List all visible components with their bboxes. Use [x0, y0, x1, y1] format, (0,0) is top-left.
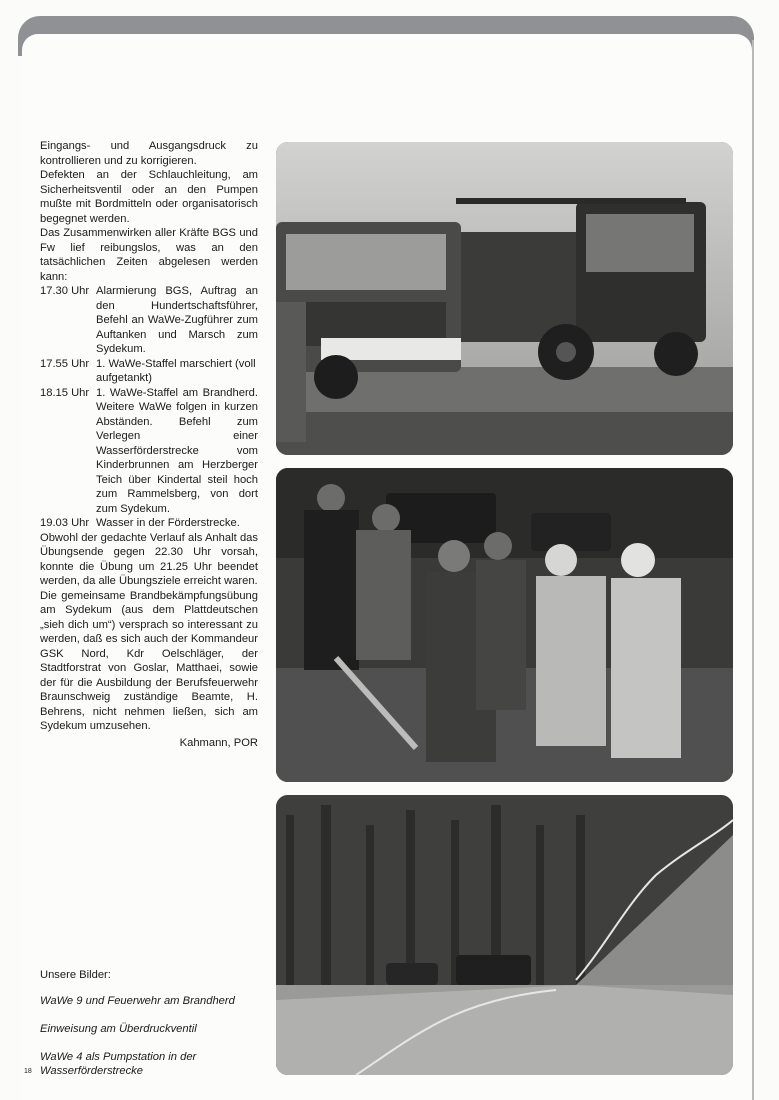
captions-heading: Unsere Bilder: — [40, 969, 111, 981]
paragraph-4: Obwohl der gedachte Verlauf als Anhalt das Übungsende gegen 22.30 Uhr vorsah, konnte die Übung um 21.25 Uhr beendet werden, da alle Übungsziele erreicht waren. — [40, 531, 258, 587]
paragraph-5: Die gemeinsame Brandbekämpfungsübung am Sydekum (aus dem Plattdeutschen „sieh dich um“) versprach so interessant zu werden, daß es sich auch der Kommandeur GSK Nord, Kdr Oelschläger, der Stadtforstrat von Goslar, Matthaei, sowie der für die Ausbildung der Berufsfeuerwehr Braunschweig zuständige Beamte, H. Behrens, nicht nehmen ließen, sich am Sydekum umzusehen. — [40, 589, 258, 732]
timeline-entry — [40, 386, 258, 517]
paragraph-1: Eingangs- und Ausgangsdruck zu kontrollieren und zu korrigieren. — [40, 140, 258, 167]
photo-pump-station — [276, 795, 733, 1075]
timeline-time: 18.15 Uhr — [40, 386, 90, 399]
author-signature: Kahmann, POR — [179, 736, 258, 749]
timeline-time: 17.30 Uhr — [40, 285, 90, 297]
paragraph-2: Defekten an der Schlauchleitung, am Sicherheitsventil oder an den Pumpen mußte mit Bordmitteln oder organisatorisch begegnet werden. — [40, 169, 258, 225]
caption-3: WaWe 4 als Pumpstation in der Wasserförderstrecke — [40, 1051, 197, 1077]
page-number: 18 — [24, 1068, 32, 1075]
paragraph-3: Das Zusammenwirken aller Kräfte BGS und Fw lief reibungslos, was an den tatsächlichen Zeiten abgelesen werden kann: — [40, 227, 258, 283]
photo-captions — [40, 968, 260, 1092]
timeline-time: 17.55 Uhr — [40, 357, 90, 370]
timeline-text: 1. WaWe-Staffel am Brandherd. Weitere WaWe folgen in kurzen Abständen. Befehl zum Verlegen einer Wasserförderstrecke vom Kinderbrunnen am Herzberger Teich über Kindertal steil hoch zum Rammelsberg, von dort zum Sydekum. — [96, 386, 258, 515]
timeline-entry — [40, 516, 258, 531]
right-margin-line — [752, 40, 754, 1100]
photo-briefing — [276, 468, 733, 782]
caption-1: WaWe 9 und Feuerwehr am Brandherd — [40, 995, 235, 1007]
article-column — [40, 139, 258, 750]
timeline-text: Wasser in der Förderstrecke. — [96, 517, 240, 529]
timeline-entry — [40, 284, 258, 357]
timeline-time: 19.03 Uhr — [40, 517, 90, 529]
photo-fire-trucks — [276, 142, 733, 455]
timeline-text: Alarmierung BGS, Auftrag an den Hundertschaftsführer, Befehl an WaWe-Zugführer zum Auftanken und Marsch zum Sydekum. — [96, 285, 258, 355]
timeline-text: 1. WaWe-Staffel marschiert (voll aufgetankt) — [96, 357, 256, 384]
caption-2: Einweisung am Überdruckventil — [40, 1023, 197, 1035]
timeline-entry — [40, 357, 258, 386]
